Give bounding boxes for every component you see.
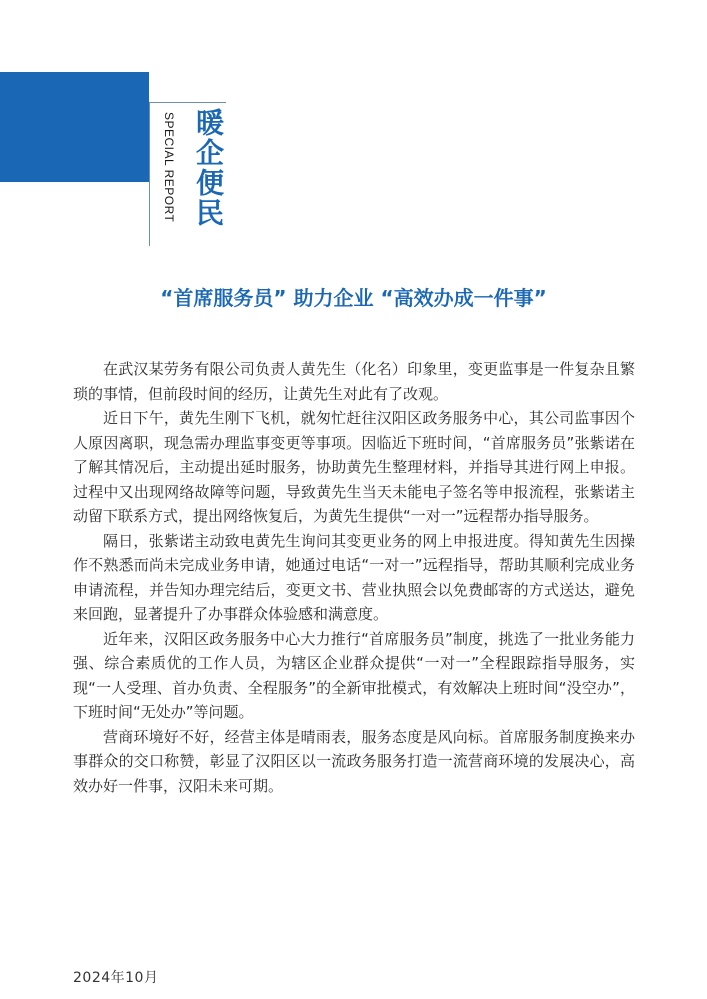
section-color-block (0, 72, 149, 182)
section-title-zh: 暖企便民 (192, 108, 225, 228)
article-paragraph: 近日下午，黄先生刚下飞机，就匆忙赶往汉阳区政务服务中心，其公司监事因个人原因离职，现急需办理监事变更等事项。因临近下班时间，“首席服务员”张紫诺在了解其情况后，主动提出延时服务，协助黄先生整理材料，并指导其进行网上申报。过程中又出现网络故障等问题，导致黄先生当天未能电子签名等申报流程，张紫诺主动留下联系方式，提出网络恢复后，为黄先生提供“一对一”远程帮办指导服务。 (73, 409, 635, 525)
article-paragraph: 近年来，汉阳区政务服务中心大力推行“首席服务员”制度，挑选了一批业务能力强、综合素质优的工作人员，为辖区企业群众提供“一对一”全程跟踪指导服务，实现“一人受理、首办负责、全程服务”的全新审批模式，有效解决上班时间“没空办”，下班时间“无处办”等问题。 (73, 629, 635, 721)
header-divider (149, 102, 226, 103)
section-divider (149, 102, 150, 246)
section-title-en: SPECIAL REPORT (162, 112, 176, 223)
article-body (73, 357, 635, 798)
article-paragraph: 隔日，张紫诺主动致电黄先生询问其变更业务的网上申报进度。得知黄先生因操作不熟悉而尚未完成业务申请，她通过电话“一对一”远程指导，帮助其顺利完成业务申请流程，并告知办理完结后，变更文书、营业执照会以免费邮寄的方式送达，避免来回跑，显著提升了办事群众体验感和满意度。 (73, 531, 635, 623)
article-paragraph: 营商环境好不好，经营主体是晴雨表，服务态度是风向标。首席服务制度换来办事群众的交口称赞，彰显了汉阳区以一流政务服务打造一流营商环境的发展决心，高效办好一件事，汉阳未来可期。 (73, 727, 635, 795)
article-headline: “首席服务员” 助力企业 “高效办成一件事” (160, 286, 547, 310)
article-paragraph: 在武汉某劳务有限公司负责人黄先生（化名）印象里，变更监事是一件复杂且繁琐的事情，但前段时间的经历，让黄先生对此有了改观。 (73, 360, 635, 403)
issue-date: 2024年10月 (73, 970, 159, 986)
